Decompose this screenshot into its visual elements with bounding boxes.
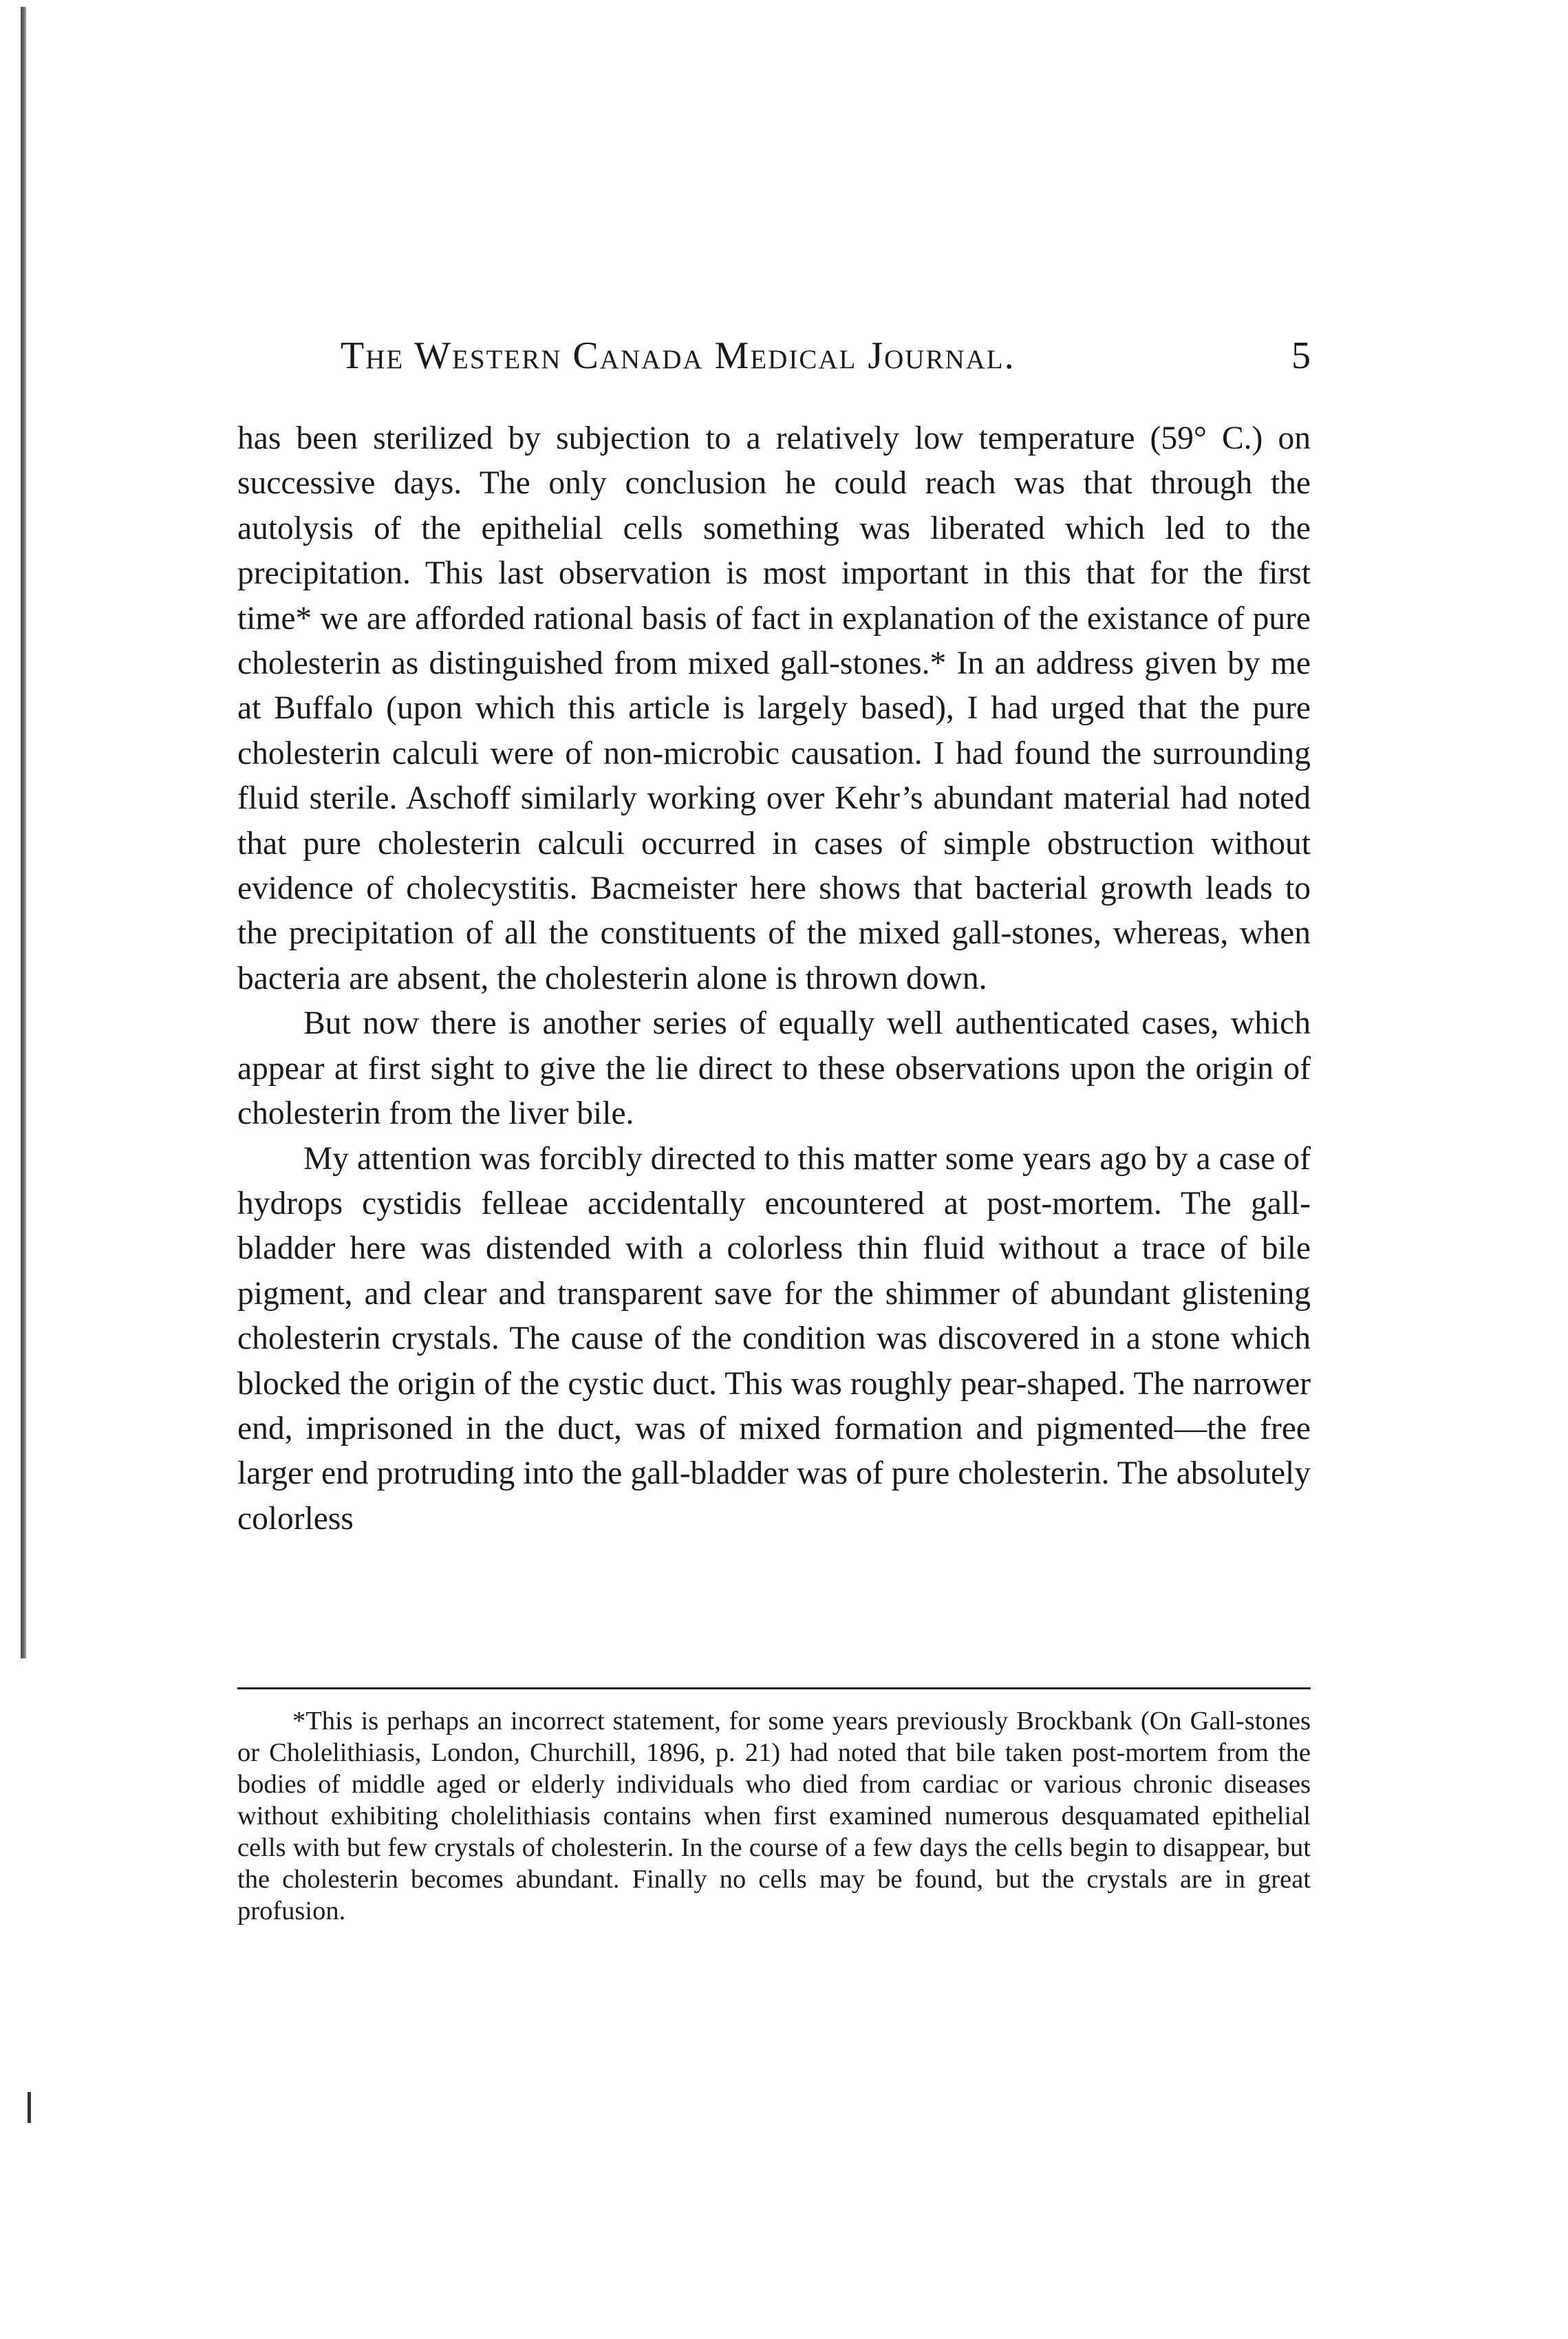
- journal-title: The Western Canada Medical Journal.: [341, 334, 1016, 377]
- running-head: [237, 327, 1311, 389]
- paragraph: But now there is another series of equally well authenticated cases, which appear at first sight to give the lie direct to these observations upon the origin of cholesterin from the liver bile.: [237, 1005, 1311, 1132]
- binding-mark: [28, 2092, 31, 2123]
- paragraph: My attention was forcibly directed to this matter some years ago by a case of hydrops cystidis felleae accidentally encountered at post-mortem. The gall-bladder here was distended with a colorless thin fluid without a trace of bile pigment, and clear and transparent save for the shimmer of abundant glistening cholesterin crystals. The cause of the condition was discovered in a stone which blocked the origin of the cystic duct. This was roughly pear-shaped. The narrower end, imprisoned in the duct, was of mixed formation and pigmented—the free larger end protruding into the gall-bladder was of pure cholesterin. The absolutely colorless: [237, 1140, 1311, 1537]
- body-text: [237, 416, 1311, 1541]
- paragraph-continued: has been sterilized by subjection to a relatively low temperature (59° C.) on successive days. The only conclusion he could reach was that through the autolysis of the epithelial cells something was liberated which led to the precipitation. This last observation is most important in this that for the first time* we are afforded rational basis of fact in explanation of the existance of pure cholesterin as distinguished from mixed gall-stones.* In an address given by me at Buffalo (upon which this article is largely based), I had urged that the pure cholesterin calculi were of non-microbic causation. I had found the surrounding fluid sterile. Aschoff similarly working over Kehr’s abundant material had noted that pure cholesterin calculi occurred in cases of simple obstruction without evidence of cholecystitis. Bacmeister here shows that bacterial growth leads to the precipitation of all the constituents of the mixed gall-stones, whereas, when bacteria are absent, the cholesterin alone is thrown down.: [237, 420, 1311, 996]
- page-number: 5: [1291, 334, 1311, 377]
- binding-edge: [21, 7, 26, 1658]
- footnote: *This is perhaps an incorrect statement, for some years previously Brockbank (On Gall-stones or Cholelithiasis, London, Churchill, 1896, p. 21) had noted that bile taken post-mortem from the bodies of middle aged or elderly individuals who died from cardiac or various chronic diseases without exhibiting cholelithiasis contains when first examined numerous desquamated epithelial cells with but few crystals of cholesterin. In the course of a few days the cells begin to disappear, but the cholesterin becomes abundant. Finally no cells may be found, but the crystals are in great profusion.: [237, 1707, 1311, 1925]
- footnote-rule: [237, 1687, 1311, 1689]
